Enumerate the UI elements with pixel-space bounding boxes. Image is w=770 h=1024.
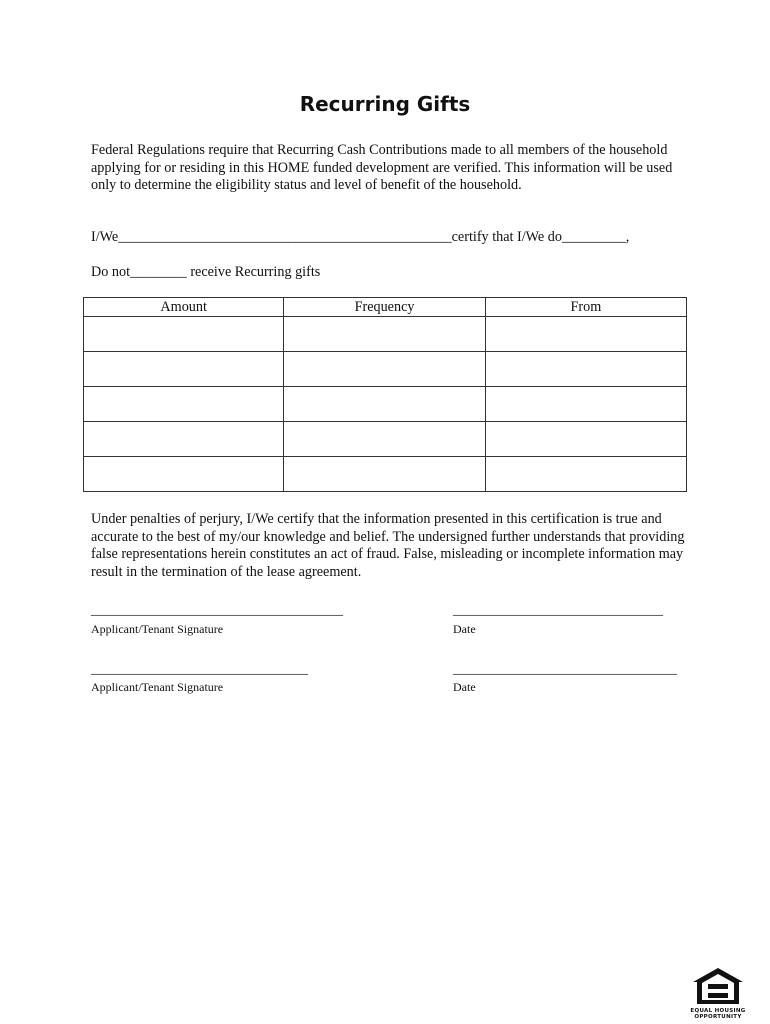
intro-paragraph: Federal Regulations require that Recurring Cash Contributions made to all members of the household applying for or residing in this HOME funded development are verified. This information will be used only to determine the eligibility status and level of benefit of the household. — [91, 142, 673, 193]
column-header-amount: Amount — [84, 298, 284, 317]
date-label-2: Date — [453, 680, 476, 694]
equal-housing-logo — [690, 966, 746, 1020]
frequency-cell[interactable] — [284, 352, 485, 387]
date-label-1: Date — [453, 622, 476, 636]
signature-line-2[interactable]: _______________________________ — [91, 662, 308, 677]
from-cell[interactable] — [485, 352, 686, 387]
date-line-1[interactable]: ______________________________ — [453, 603, 663, 618]
page-title: Recurring Gifts — [299, 92, 471, 116]
amount-cell[interactable] — [84, 352, 284, 387]
frequency-cell[interactable] — [284, 422, 485, 457]
table-row — [84, 457, 687, 492]
certify-line: I/We_______________________________________________certify that I/We do_________, — [91, 229, 630, 245]
signature-label-1: Applicant/Tenant Signature — [91, 622, 224, 636]
table-row — [84, 317, 687, 352]
amount-cell[interactable] — [84, 387, 284, 422]
column-header-from: From — [485, 298, 686, 317]
amount-cell[interactable] — [84, 457, 284, 492]
date-line-2[interactable]: ________________________________ — [453, 662, 677, 677]
frequency-cell[interactable] — [284, 457, 485, 492]
table-row — [84, 387, 687, 422]
column-header-frequency: Frequency — [284, 298, 485, 317]
from-cell[interactable] — [485, 387, 686, 422]
frequency-cell[interactable] — [284, 387, 485, 422]
from-cell[interactable] — [485, 422, 686, 457]
table-header-row — [84, 298, 687, 317]
do-not-line: Do not________ receive Recurring gifts — [91, 264, 321, 280]
logo-text-line2: OPPORTUNITY — [694, 1014, 742, 1021]
perjury-paragraph: Under penalties of perjury, I/We certify that the information presented in this certification is true and accurate to the best of my/our knowledge and belief. The undersigned further understands that providing false representations herein constitutes an act of fraud. False, misleading or incomplete information may result in the termination of the lease agreement. — [91, 511, 685, 580]
table-row — [84, 352, 687, 387]
from-cell[interactable] — [485, 317, 686, 352]
frequency-cell[interactable] — [284, 317, 485, 352]
gifts-table — [83, 297, 687, 492]
logo-text-line1: EQUAL HOUSING — [690, 1008, 746, 1014]
signature-line-1[interactable]: ____________________________________ — [91, 603, 343, 618]
amount-cell[interactable] — [84, 317, 284, 352]
table-row — [84, 422, 687, 457]
from-cell[interactable] — [485, 457, 686, 492]
house-icon — [691, 966, 745, 1006]
signature-label-2: Applicant/Tenant Signature — [91, 680, 224, 694]
amount-cell[interactable] — [84, 422, 284, 457]
